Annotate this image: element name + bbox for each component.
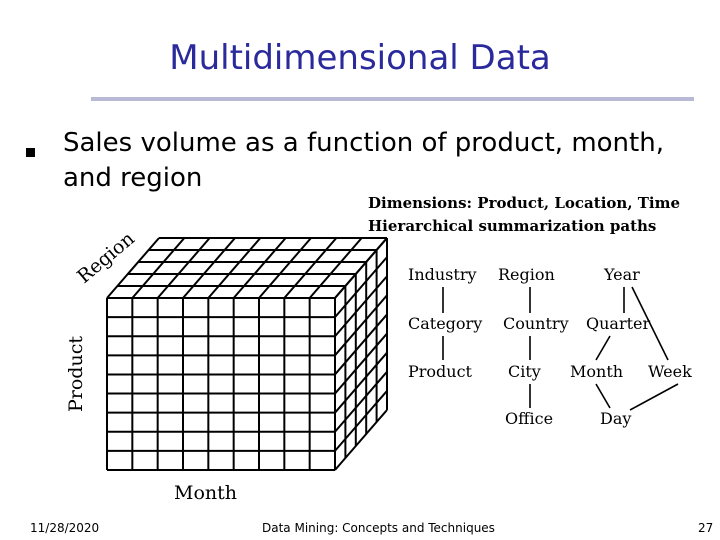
axis-label-region: Region <box>73 227 139 288</box>
cube-side-line <box>335 410 387 470</box>
hier-quarter: Quarter <box>586 314 651 333</box>
axis-label-month: Month <box>174 482 238 504</box>
bullet-text: Sales volume as a function of product, month, and region <box>63 128 664 193</box>
cube-top-line <box>158 238 210 298</box>
cube-side-line <box>335 257 387 317</box>
footer-page-number: 27 <box>698 521 714 535</box>
cube-top-line <box>183 238 235 298</box>
connector-month-day <box>596 384 610 408</box>
hier-region: Region <box>498 265 555 284</box>
hier-city: City <box>508 362 541 381</box>
hier-office: Office <box>505 409 554 428</box>
axis-label-product: Product <box>65 336 87 412</box>
cube-top-line <box>310 238 362 298</box>
connector-week-day <box>630 384 678 410</box>
cube-side-line <box>335 314 387 374</box>
cube-top-line <box>208 238 260 298</box>
footer-date: 11/28/2020 <box>30 521 100 535</box>
cube-side-line <box>335 353 387 413</box>
cube-top-line <box>234 238 286 298</box>
hier-product: Product <box>408 362 472 381</box>
cube-side-line <box>335 372 387 432</box>
connector-quarter-month <box>596 336 610 360</box>
cube-side-line <box>335 238 387 298</box>
cube-top-line <box>259 238 311 298</box>
hier-week: Week <box>648 362 692 381</box>
hier-country: Country <box>503 314 569 333</box>
footer-course: Data Mining: Concepts and Techniques <box>262 521 495 535</box>
hier-day: Day <box>600 409 632 428</box>
cube-top-line <box>284 238 336 298</box>
hierarchy-line: Hierarchical summarization paths <box>368 217 657 235</box>
hier-category: Category <box>408 314 483 333</box>
hier-year: Year <box>604 265 640 284</box>
dimensions-line: Dimensions: Product, Location, Time <box>368 194 681 212</box>
cube-side-line <box>335 391 387 451</box>
hier-industry: Industry <box>408 265 477 284</box>
cube-side-line <box>335 295 387 355</box>
cube-side-line <box>335 334 387 394</box>
hier-month: Month <box>570 362 624 381</box>
cube-top-line <box>132 238 184 298</box>
slide-title: Multidimensional Data <box>169 38 551 78</box>
